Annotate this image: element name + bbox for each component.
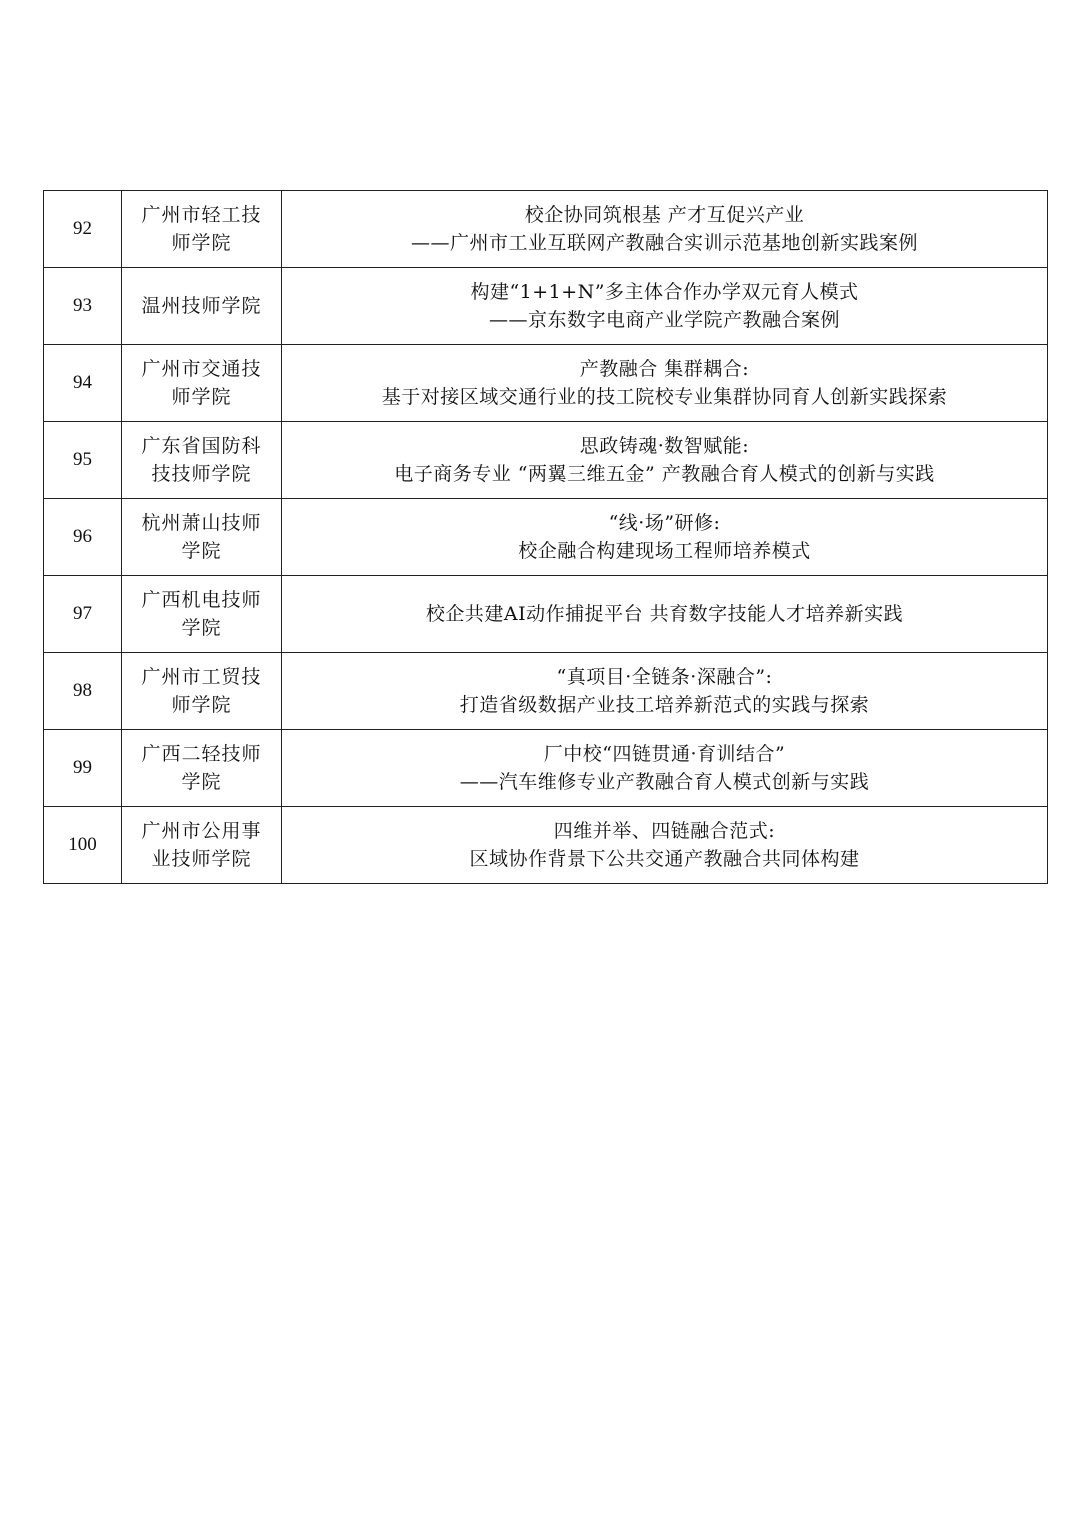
table-row bbox=[44, 576, 1048, 653]
case-title-line2: 校企融合构建现场工程师培养模式 bbox=[518, 540, 811, 562]
row-number: 96 bbox=[44, 499, 122, 576]
school-name bbox=[122, 807, 282, 884]
case-title-line2: 电子商务专业 “两翼三维五金” 产教融合育人模式的创新与实践 bbox=[394, 463, 935, 485]
table-row bbox=[44, 422, 1048, 499]
case-title-line2: ——汽车维修专业产教融合育人模式创新与实践 bbox=[459, 771, 870, 793]
school-name bbox=[122, 730, 282, 807]
case-title bbox=[282, 499, 1048, 576]
case-title bbox=[282, 807, 1048, 884]
case-title-line1: 厂中校“四链贯通·育训结合” bbox=[543, 743, 786, 765]
table-row bbox=[44, 499, 1048, 576]
school-name-text: 广西机电技师学院 bbox=[141, 589, 262, 639]
school-name-text: 广州市工贸技师学院 bbox=[141, 666, 262, 716]
case-title-line2: ——广州市工业互联网产教融合实训示范基地创新实践案例 bbox=[410, 232, 918, 254]
school-name-text: 广州市公用事业技师学院 bbox=[141, 820, 262, 870]
school-name-text: 广州市轻工技师学院 bbox=[141, 204, 262, 254]
case-title bbox=[282, 653, 1048, 730]
school-name-text: 广东省国防科技技师学院 bbox=[141, 435, 262, 485]
case-title bbox=[282, 191, 1048, 268]
case-title bbox=[282, 268, 1048, 345]
table-row bbox=[44, 191, 1048, 268]
school-name bbox=[122, 422, 282, 499]
row-number: 92 bbox=[44, 191, 122, 268]
row-number: 93 bbox=[44, 268, 122, 345]
case-title-line2: 打造省级数据产业技工培养新范式的实践与探索 bbox=[459, 694, 870, 716]
school-name bbox=[122, 191, 282, 268]
case-title-line1: 校企共建AI动作捕捉平台 共育数字技能人才培养新实践 bbox=[425, 603, 904, 625]
school-name bbox=[122, 499, 282, 576]
case-title bbox=[282, 730, 1048, 807]
case-title-line2: 区域协作背景下公共交通产教融合共同体构建 bbox=[469, 848, 860, 870]
row-number: 99 bbox=[44, 730, 122, 807]
table-row bbox=[44, 807, 1048, 884]
row-number: 95 bbox=[44, 422, 122, 499]
row-number: 97 bbox=[44, 576, 122, 653]
school-name bbox=[122, 345, 282, 422]
case-title-line1: 构建“1+1+N”多主体合作办学双元育人模式 bbox=[470, 281, 859, 303]
table-row bbox=[44, 730, 1048, 807]
school-name-text: 广西二轻技师学院 bbox=[141, 743, 262, 793]
school-name bbox=[122, 653, 282, 730]
case-title-line1: 校企协同筑根基 产才互促兴产业 bbox=[524, 204, 805, 226]
school-name-text: 温州技师学院 bbox=[141, 295, 262, 317]
school-name-text: 杭州萧山技师学院 bbox=[141, 512, 262, 562]
case-title bbox=[282, 576, 1048, 653]
school-name bbox=[122, 268, 282, 345]
case-title bbox=[282, 422, 1048, 499]
school-name bbox=[122, 576, 282, 653]
case-title-line1: “真项目·全链条·深融合”: bbox=[556, 666, 773, 688]
table-row bbox=[44, 268, 1048, 345]
case-list-table bbox=[43, 190, 1048, 884]
case-title-line1: 思政铸魂·数智赋能: bbox=[579, 435, 750, 457]
case-title-line1: “线·场”研修: bbox=[608, 512, 721, 534]
school-name-text: 广州市交通技师学院 bbox=[141, 358, 262, 408]
case-title-line1: 四维并举、四链融合范式: bbox=[553, 820, 776, 842]
case-title-line2: 基于对接区域交通行业的技工院校专业集群协同育人创新实践探索 bbox=[381, 386, 948, 408]
row-number: 98 bbox=[44, 653, 122, 730]
row-number: 94 bbox=[44, 345, 122, 422]
table-row bbox=[44, 653, 1048, 730]
case-title bbox=[282, 345, 1048, 422]
row-number: 100 bbox=[44, 807, 122, 884]
case-title-line2: ——京东数字电商产业学院产教融合案例 bbox=[488, 309, 840, 331]
case-title-line1: 产教融合 集群耦合: bbox=[579, 358, 750, 380]
table-row bbox=[44, 345, 1048, 422]
